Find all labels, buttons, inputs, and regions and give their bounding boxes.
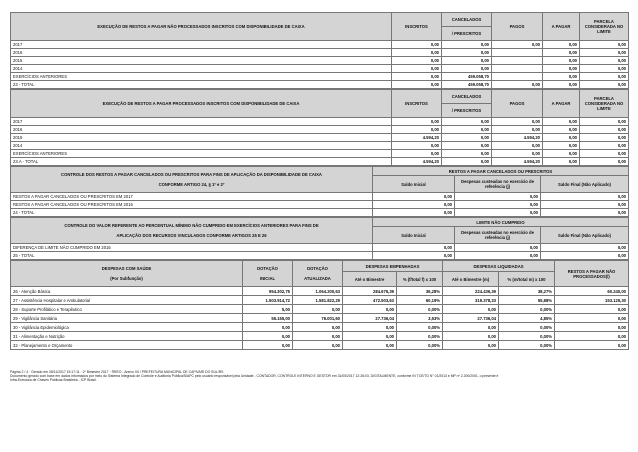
cell-inscritos: 0,00 — [392, 49, 442, 57]
cell-inscritos: 0,00 — [392, 57, 442, 65]
row-label: 26 - Atenção Básica — [11, 287, 243, 296]
cell-rp: 0,00 — [555, 314, 629, 323]
cell-pagos: 0,00 — [492, 126, 543, 134]
cell-desp: 0,00 — [455, 193, 541, 201]
cell-ep: 36,28% — [397, 287, 443, 296]
table-row — [11, 49, 629, 57]
cell-desp: 0,00 — [455, 209, 541, 217]
sec5-h-emp-pct: % (f/total f) x 100 — [397, 272, 443, 287]
cell-rp: 0,00 — [555, 332, 629, 341]
cell-inscritos: 0,00 — [392, 150, 442, 158]
table-row — [11, 332, 629, 341]
cell-lb: 0,00 — [443, 305, 499, 314]
cell-parcela: 0,00 — [580, 142, 629, 150]
cell-ep: 0,00% — [397, 323, 443, 332]
cell-dini: 1.503.914,72 — [243, 296, 293, 305]
sec1-h-apagar: A PAGAR — [543, 13, 580, 41]
cell-pagos — [492, 57, 543, 65]
cell-ini: 0,00 — [373, 193, 455, 201]
sec2-h-prescritos: / PRESCRITOS — [442, 104, 492, 118]
cell-inscritos: 4.594,20 — [392, 158, 442, 166]
cell-ini: 0,00 — [373, 209, 455, 217]
cell-pagos — [492, 65, 543, 73]
sec3-h-despesas: Despesas custeadas no exercício de referência (j) — [455, 176, 541, 193]
row-label: 2015 — [11, 134, 392, 142]
cell-parcela: 0,00 — [580, 134, 629, 142]
cell-rp: 60.240,00 — [555, 287, 629, 296]
row-label: 27 - Assistência Hospitalar e Ambulatorial — [11, 296, 243, 305]
cell-ep: 0,00% — [397, 341, 443, 350]
cell-lb: 27.736,04 — [443, 314, 499, 323]
row-label: RESTOS A PAGAR CANCELADOS OU PRESCRITOS EM 2016 — [11, 201, 373, 209]
table-row — [11, 287, 629, 296]
sec5-h-restos: RESTOS A PAGAR NÃO PROCESSADOS(l) — [555, 261, 629, 287]
sec3-title-line2: CONFORME ARTIGO 24, § 1º e 2º — [158, 182, 225, 187]
cell-eb: 284.676,39 — [343, 287, 397, 296]
row-label: 2017 — [11, 41, 392, 49]
sec5-h-liquidadas: DESPESAS LIQUIDADAS — [443, 261, 555, 272]
row-label: EXERCÍCIOS ANTERIORES — [11, 73, 392, 81]
page-footer — [10, 370, 628, 383]
sec5-h-empenhadas: DESPESAS EMPENHADAS — [343, 261, 443, 272]
cell-eb: 0,00 — [343, 341, 397, 350]
cell-inscritos: 0,00 — [392, 73, 442, 81]
cell-lb: 0,00 — [443, 341, 499, 350]
sec5-h-dotacao-atualizada-line2: ATUALIZADA — [304, 276, 331, 281]
cell-inscritos: 0,00 — [392, 126, 442, 134]
cell-apagar: 0,00 — [543, 158, 580, 166]
cell-cancelados: 0,00 — [442, 142, 492, 150]
cell-rp: 0,00 — [555, 305, 629, 314]
row-label: 23.A - TOTAL — [11, 158, 392, 166]
table-row — [11, 65, 629, 73]
sec3-h-saldo-inicial: Saldo Inicial — [373, 176, 455, 193]
rp-nao-processados-table — [10, 12, 629, 89]
cell-apagar: 0,00 — [543, 65, 580, 73]
cell-cancelados: 0,00 — [442, 41, 492, 49]
cell-lp: 4,85% — [499, 314, 555, 323]
sec1-title: EXECUÇÃO DE RESTOS A PAGAR NÃO PROCESSADOS INSCRITOS COM DISPONIBILIDADE DE CAIXA — [11, 13, 392, 41]
cell-dini: 0,00 — [243, 341, 293, 350]
cell-parcela: 0,00 — [580, 41, 629, 49]
cell-apagar: 0,00 — [543, 118, 580, 126]
table-row — [11, 118, 629, 126]
cell-cancelados: 459.058,70 — [442, 73, 492, 81]
sec2-h-inscritos: INSCRITOS — [392, 90, 442, 118]
sec4-h-saldo-inicial: Saldo Inicial — [373, 227, 455, 244]
cell-parcela: 0,00 — [580, 49, 629, 57]
cell-pagos: 0,00 — [492, 81, 543, 89]
cell-pagos — [492, 73, 543, 81]
cell-eb: 0,00 — [343, 323, 397, 332]
sec4-h-despesas: Despesas custeadas no exercício de referência (j) — [455, 227, 541, 244]
sec2-h-apagar: A PAGAR — [543, 90, 580, 118]
cell-ep: 0,00% — [397, 332, 443, 341]
cell-dini: 0,00 — [243, 332, 293, 341]
cell-dini: 954.302,75 — [243, 287, 293, 296]
cell-rp: 0,00 — [555, 323, 629, 332]
table-row — [11, 252, 629, 260]
table-row — [11, 150, 629, 158]
limite-nao-cumprido-table — [10, 217, 629, 260]
cell-pagos: 0,00 — [492, 150, 543, 158]
cell-eb: 472.503,63 — [343, 296, 397, 305]
cell-cancelados: 0,00 — [442, 150, 492, 158]
cell-parcela: 0,00 — [580, 158, 629, 166]
cell-datu: 0,00 — [293, 323, 343, 332]
cell-datu: 0,00 — [293, 341, 343, 350]
cell-apagar: 0,00 — [543, 41, 580, 49]
row-label: 24 - TOTAL — [11, 209, 373, 217]
row-label: 23 - TOTAL — [11, 81, 392, 89]
sec3-title — [11, 167, 373, 193]
rp-cancelados-control-table — [10, 166, 629, 217]
row-label: 32 - Planejamento e Orçamento — [11, 341, 243, 350]
cell-eb: 0,00 — [343, 332, 397, 341]
cell-lp: 0,00% — [499, 305, 555, 314]
cell-fin: 0,00 — [541, 193, 629, 201]
table-row — [11, 244, 629, 252]
sec5-h-emp-bimestre: Até o Bimestre — [343, 272, 397, 287]
sec5-h-dotacao-inicial — [243, 261, 293, 287]
cell-lp: 55,88% — [499, 296, 555, 305]
sec1-h-prescritos: / PRESCRITOS — [442, 27, 492, 41]
row-label: 2015 — [11, 57, 392, 65]
sec2-title: EXECUÇÃO DE RESTOS A PAGAR PROCESSADOS INSCRITOS COM DISPONIBILIDADE DE CAIXA — [11, 90, 392, 118]
cell-apagar: 0,00 — [543, 81, 580, 89]
cell-parcela: 0,00 — [580, 73, 629, 81]
cell-cancelados: 0,00 — [442, 118, 492, 126]
table-row — [11, 158, 629, 166]
table-row — [11, 81, 629, 89]
cell-parcela: 0,00 — [580, 65, 629, 73]
cell-parcela: 0,00 — [580, 150, 629, 158]
cell-cancelados: 0,00 — [442, 57, 492, 65]
cell-parcela: 0,00 — [580, 57, 629, 65]
footer-line-3: Infra-Estrutura de Chaves Públicas Brasileira - ICP Brasil. — [10, 378, 97, 383]
sec1-h-parcela: PARCELA CONSIDERADA NO LIMITE — [580, 13, 629, 41]
sec1-h-inscritos: INSCRITOS — [392, 13, 442, 41]
table-row — [11, 341, 629, 350]
cell-parcela: 0,00 — [580, 126, 629, 134]
cell-cancelados: 0,00 — [442, 65, 492, 73]
cell-cancelados: 459.058,70 — [442, 81, 492, 89]
table-row — [11, 314, 629, 323]
cell-lp: 0,00% — [499, 341, 555, 350]
table-row — [11, 323, 629, 332]
cell-desp: 0,00 — [455, 201, 541, 209]
cell-ini: 0,00 — [373, 252, 455, 260]
cell-apagar: 0,00 — [543, 150, 580, 158]
row-label: DIFERENÇA DE LIMITE NÃO CUMPRIDO EM 2016 — [11, 244, 373, 252]
row-label: 2014 — [11, 142, 392, 150]
table-row — [11, 305, 629, 314]
cell-dini: 55.155,00 — [243, 314, 293, 323]
row-label: EXERCÍCIOS ANTERIORES — [11, 150, 392, 158]
footer-line-2: Documento gerado com base em dados informados por meio do Sistema Integrado de Controle e Auditoria Pública/SIAPC pelo usuário responsável pela Unidade - CONTADOR, CONTROLE INTERNO E GESTOR em 31/05/2017 12:28:03, DIGITALMENTE, conforme IN TCE/TO N° 01/2013 e MP nº 2.200/2001, o presente é — [10, 374, 499, 379]
row-label: 31 - Alimentação e Nutrição — [11, 332, 243, 341]
sec5-h-dotacao-atualizada — [293, 261, 343, 287]
cell-apagar: 0,00 — [543, 57, 580, 65]
sec5-h-dotacao-inicial-line1: DOTAÇÃO — [257, 266, 278, 271]
sec5-h-despesas-line1: DESPESAS COM SAÚDE — [101, 266, 152, 271]
cell-fin: 0,00 — [541, 209, 629, 217]
sec5-h-dotacao-atualizada-line1: DOTAÇÃO — [307, 266, 328, 271]
table-row — [11, 201, 629, 209]
sec1-h-pagos: PAGOS — [492, 13, 543, 41]
table-row — [11, 134, 629, 142]
sec5-h-despesas-line2: (Por Subfunção) — [110, 276, 143, 281]
table-row — [11, 126, 629, 134]
cell-lb: 319.378,33 — [443, 296, 499, 305]
cell-ini: 0,00 — [373, 244, 455, 252]
row-label: 25 - TOTAL — [11, 252, 373, 260]
sec5-h-liq-bimestre: Até o Bimestre (m) — [443, 272, 499, 287]
cell-eb: 0,00 — [343, 305, 397, 314]
row-label: 30 - Vigilância Epidemiológica — [11, 323, 243, 332]
row-label: 2016 — [11, 49, 392, 57]
cell-datu: 0,00 — [293, 332, 343, 341]
cell-lb: 0,00 — [443, 332, 499, 341]
cell-lb: 224.436,39 — [443, 287, 499, 296]
cell-rp: 0,00 — [555, 341, 629, 350]
cell-apagar: 0,00 — [543, 73, 580, 81]
cell-inscritos: 0,00 — [392, 81, 442, 89]
cell-pagos: 4.594,20 — [492, 134, 543, 142]
sec4-group-header: LIMITE NÃO CUMPRIDO — [373, 218, 629, 227]
cell-ep: 0,00% — [397, 305, 443, 314]
table-row — [11, 57, 629, 65]
sec4-title-line1: CONTROLE DO VALOR REFERENTE AO PERCENTUAL MÍNIMO NÃO CUMPRIDO EM EXERCÍCIOS ANTERIORES PARA FINS DE — [64, 223, 319, 228]
table-row — [11, 73, 629, 81]
cell-inscritos: 0,00 — [392, 65, 442, 73]
cell-lp: 0,00% — [499, 323, 555, 332]
footer-line-1: Página 2 / 4 · Gerado em 08/11/2017 15:17:11 · 2º Bimestre 2017 · RREO - Anexo XII / PREFEITURA MUNICIPAL DE CAPIVARI DO SUL/RS — [10, 370, 224, 374]
cell-apagar: 0,00 — [543, 134, 580, 142]
sec2-h-pagos: PAGOS — [492, 90, 543, 118]
cell-inscritos: 0,00 — [392, 142, 442, 150]
cell-cancelados: 0,00 — [442, 49, 492, 57]
sec3-group-header: RESTOS A PAGAR CANCELADOS OU PRESCRITOS — [373, 167, 629, 176]
table-row — [11, 296, 629, 305]
cell-pagos: 0,00 — [492, 142, 543, 150]
table-row — [11, 193, 629, 201]
cell-eb: 27.736,04 — [343, 314, 397, 323]
cell-fin: 0,00 — [541, 252, 629, 260]
cell-pagos: 4.594,20 — [492, 158, 543, 166]
sec5-h-dotacao-inicial-line2: INICIAL — [259, 276, 276, 281]
cell-inscritos: 0,00 — [392, 41, 442, 49]
rp-processados-table — [10, 89, 629, 166]
cell-lb: 0,00 — [443, 323, 499, 332]
table-row — [11, 41, 629, 49]
cell-cancelados: 0,00 — [442, 134, 492, 142]
sec5-h-liq-pct: % (m/total m) x 100 — [499, 272, 555, 287]
cell-inscritos: 0,00 — [392, 118, 442, 126]
cell-pagos: 0,00 — [492, 41, 543, 49]
row-label: 28 - Suporte Profilático e Terapêutico — [11, 305, 243, 314]
sec2-h-parcela: PARCELA CONSIDERADA NO LIMITE — [580, 90, 629, 118]
cell-datu: 1.064.200,63 — [293, 287, 343, 296]
row-label: 2017 — [11, 118, 392, 126]
cell-apagar: 0,00 — [543, 126, 580, 134]
cell-dini: 5,00 — [243, 305, 293, 314]
cell-apagar: 0,00 — [543, 142, 580, 150]
cell-lp: 0,00% — [499, 332, 555, 341]
cell-lp: 38,27% — [499, 287, 555, 296]
row-label: 2014 — [11, 65, 392, 73]
cell-datu: 0,00 — [293, 305, 343, 314]
sec4-title-line2: APLICAÇÃO DOS RECURSOS VINCULADOS CONFORME ARTIGOS 25 E 26 — [116, 233, 267, 238]
row-label: RESTOS A PAGAR CANCELADOS OU PRESCRITOS EM 2017 — [11, 193, 373, 201]
cell-cancelados: 0,00 — [442, 126, 492, 134]
cell-desp: 0,00 — [455, 244, 541, 252]
sec3-h-saldo-final: Saldo Final (Não Aplicado) — [541, 176, 629, 193]
row-label: 29 - Vigilância Sanitária — [11, 314, 243, 323]
cell-datu: 1.581.822,29 — [293, 296, 343, 305]
sec1-h-cancelados: CANCELADOS — [442, 13, 492, 27]
table-row — [11, 142, 629, 150]
cell-apagar: 0,00 — [543, 49, 580, 57]
cell-parcela: 0,00 — [580, 118, 629, 126]
cell-fin: 0,00 — [541, 244, 629, 252]
cell-pagos: 0,00 — [492, 118, 543, 126]
sec4-title — [11, 218, 373, 244]
cell-rp: 153.125,30 — [555, 296, 629, 305]
sec5-h-despesas — [11, 261, 243, 287]
cell-fin: 0,00 — [541, 201, 629, 209]
despesas-saude-table — [10, 260, 629, 350]
cell-ep: 60,19% — [397, 296, 443, 305]
table-row — [11, 209, 629, 217]
sec4-h-saldo-final: Saldo Final (Não Aplicado) — [541, 227, 629, 244]
cell-desp: 0,00 — [455, 252, 541, 260]
cell-ini: 0,00 — [373, 201, 455, 209]
cell-parcela: 0,00 — [580, 81, 629, 89]
row-label: 2016 — [11, 126, 392, 134]
cell-datu: 76.001,60 — [293, 314, 343, 323]
cell-pagos — [492, 49, 543, 57]
report-page — [10, 0, 628, 383]
sec3-title-line1: CONTROLE DOS RESTOS A PAGAR CANCELADOS OU PRESCRITOS PARA FINS DE APLICAÇÃO DA DISPONIBILIDADE DE CAIXA — [61, 172, 322, 177]
cell-inscritos: 4.594,20 — [392, 134, 442, 142]
cell-dini: 0,00 — [243, 323, 293, 332]
sec2-h-cancelados: CANCELADOS — [442, 90, 492, 104]
cell-ep: 3,53% — [397, 314, 443, 323]
cell-cancelados: 0,00 — [442, 158, 492, 166]
